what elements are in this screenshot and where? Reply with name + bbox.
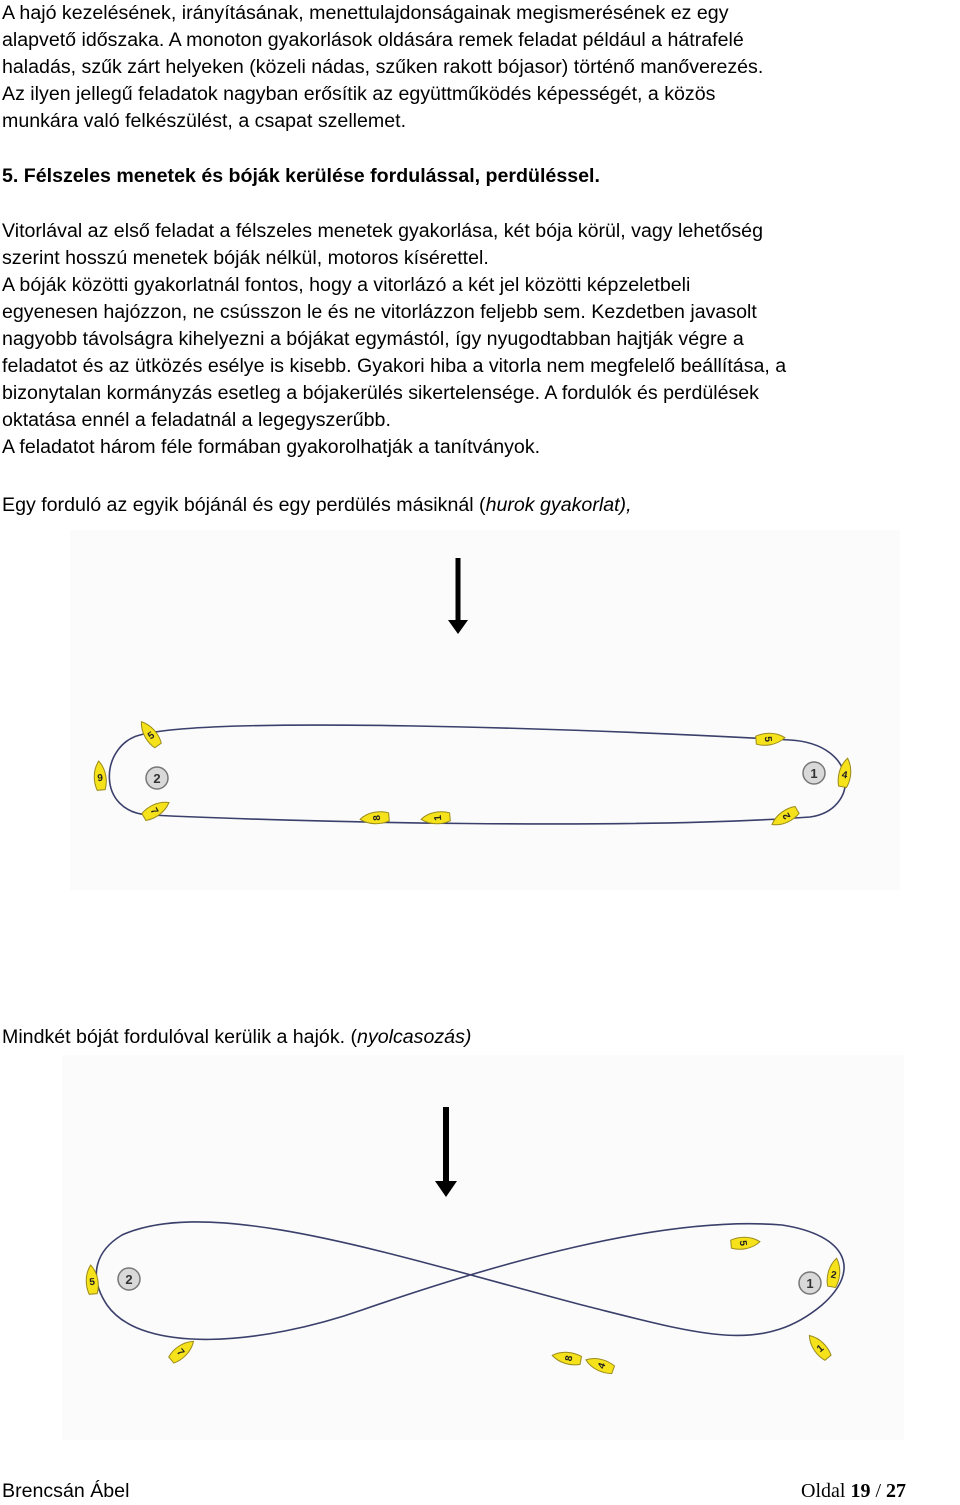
loop-exercise-diagram [70,530,900,890]
svg-text:5: 5 [88,1276,96,1289]
svg-text:5: 5 [761,735,774,743]
text-line: alapvető időszaka. A monoton gyakorlások oldására remek feladat például a hátrafelé [2,29,744,51]
text-line: egyenesen hajózzon, ne csússzon le és ne vitorlázzon feljebb sem. Kezdetben javasolt [2,301,757,323]
svg-text:8: 8 [371,814,384,822]
buoy-2 [146,767,168,789]
text-line: oktatása ennél a feladatnál a legegyszerűbb. [2,409,391,431]
text-line: szerint hosszú menetek bóják nélkül, motoros kísérettel. [2,247,489,269]
buoy-label: 2 [153,771,161,786]
body-paragraph [2,218,960,461]
buoy-1 [803,762,825,784]
text-line: A feladatot három féle formában gyakorolhatják a tanítványok. [2,436,541,458]
svg-text:4: 4 [840,769,849,782]
diagram-background [62,1055,904,1440]
svg-text:7: 7 [174,1346,187,1359]
svg-text:7: 7 [147,806,160,817]
buoy-1 [799,1272,821,1294]
svg-text:2: 2 [829,1269,838,1282]
svg-text:4: 4 [596,1361,609,1371]
svg-text:2: 2 [781,810,794,821]
caption-text: Mindkét bóját fordulóval kerülik a hajók. ( [2,1026,358,1048]
section-heading: 5. Félszeles menetek és bóják kerülése fordulással, perdüléssel. [2,165,600,187]
svg-text:5: 5 [146,729,157,743]
page-label: Oldal [801,1480,846,1502]
caption-italic: hurok gyakorlat), [485,494,632,516]
intro-paragraph [2,0,960,135]
footer-author: Brencsán Ábel [2,1480,130,1502]
buoy-label: 2 [125,1272,133,1287]
text-line: Az ilyen jellegű feladatok nagyban erősítik az együttműködés képességét, a közös [2,83,716,105]
diagram2-caption [2,1024,960,1051]
diagram1-caption [2,492,960,519]
buoy-label: 1 [806,1276,814,1291]
figure-eight-diagram [62,1055,904,1440]
svg-text:1: 1 [814,1342,827,1355]
footer-page-number [801,1478,906,1505]
page-separator: / [875,1480,881,1502]
text-line: A bóják közötti gyakorlatnál fontos, hogy a vitorlázó a két jel közötti képzeletbeli [2,274,691,296]
text-line: Vitorlával az első feladat a félszeles menetek gyakorlása, két bója körül, vagy lehetőség [2,220,763,242]
svg-text:9: 9 [96,772,104,785]
text-line: feladatot és az ütközés esélye is kisebb. Gyakori hiba a vitorla nem megfelelő beállítása, a [2,355,787,377]
svg-text:8: 8 [563,1354,576,1363]
text-line: nagyobb távolságra kihelyezni a bójákat egymástól, így nyugodtabban hajtják végre a [2,328,744,350]
page-current: 19 [850,1480,871,1502]
text-line: munkára való felkészülést, a csapat szellemet. [2,110,407,132]
caption-italic: nyolcasozás) [357,1026,472,1048]
buoy-2 [118,1268,140,1290]
svg-text:1: 1 [432,814,445,822]
text-line: haladás, szűk zárt helyeken (közeli nádas, szűken rakott bójasor) történő manőverezés. [2,56,764,78]
page-total: 27 [886,1480,906,1502]
text-line: A hajó kezelésének, irányításának, menettulajdonságainak megismerésének ez egy [2,2,729,24]
caption-text: Egy forduló az egyik bójánál és egy perdülés másiknál ( [2,494,486,516]
diagram-background [70,530,900,890]
buoy-label: 1 [810,766,818,781]
text-line: bizonytalan kormányzás esetleg a bójakerülés sikertelensége. A fordulók és perdülések [2,382,759,404]
svg-text:5: 5 [736,1239,749,1247]
